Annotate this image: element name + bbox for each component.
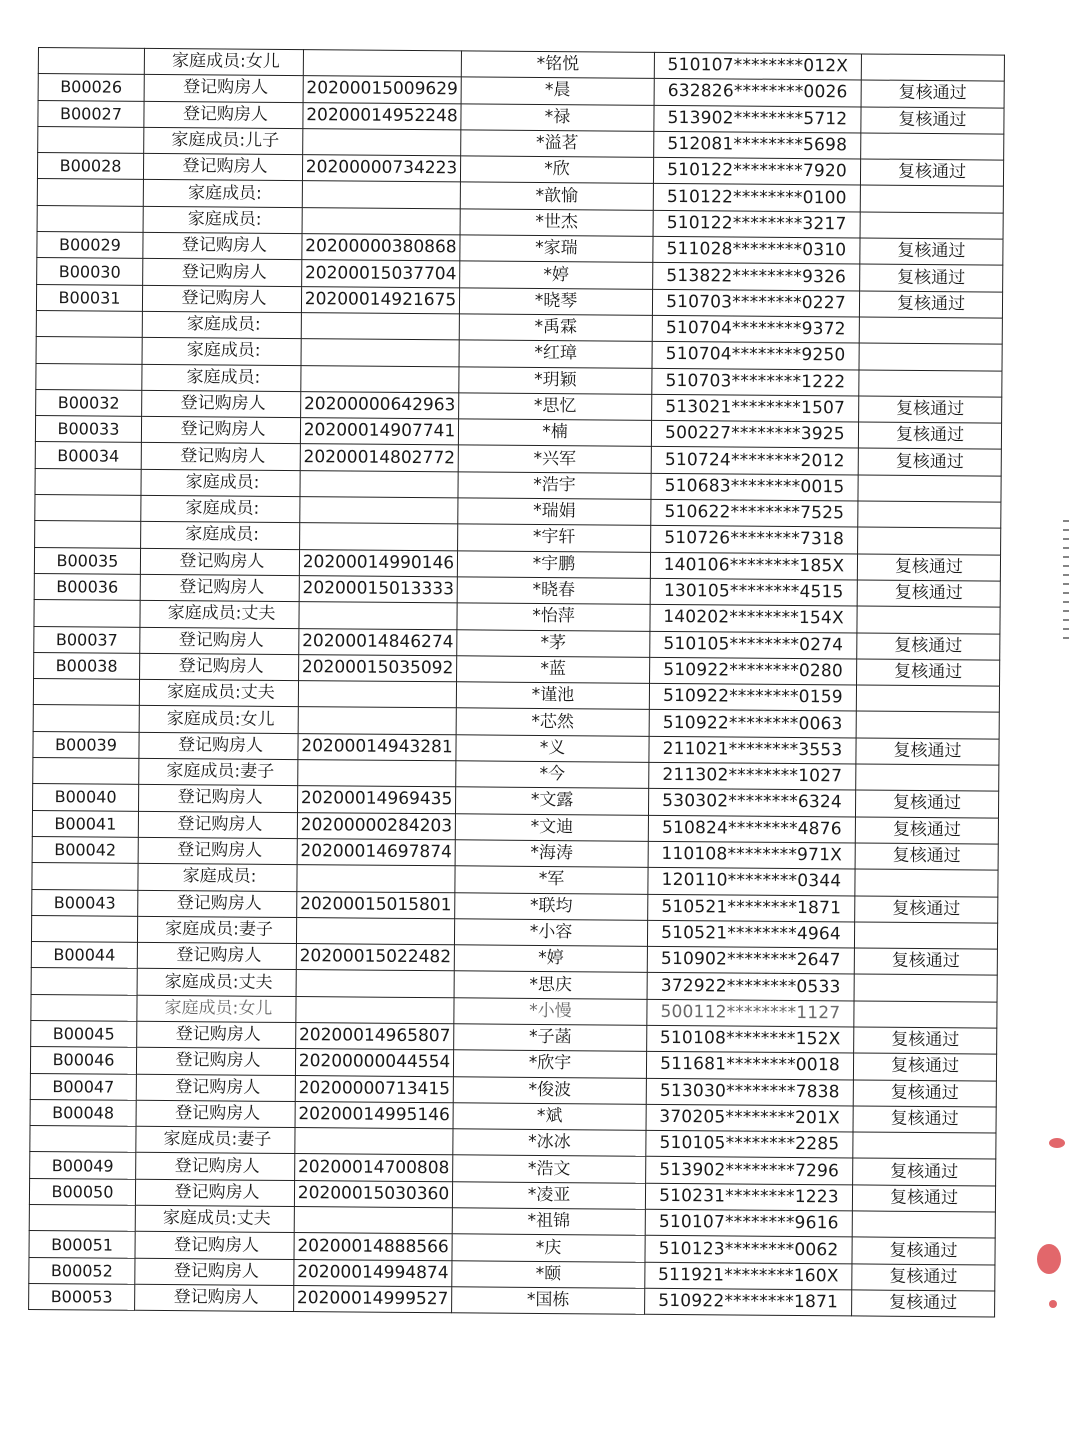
name-cell: *谨池 bbox=[456, 682, 649, 710]
record-id-cell bbox=[35, 468, 141, 495]
id-number-cell: 510922********0159 bbox=[649, 683, 856, 711]
review-status-cell: 复核通过 bbox=[854, 1027, 997, 1054]
role-cell: 登记购房人 bbox=[135, 1284, 294, 1312]
role-cell: 家庭成员: bbox=[138, 864, 297, 892]
registration-table bbox=[28, 47, 1005, 1318]
name-cell: *瑞娟 bbox=[458, 498, 651, 526]
registration-number-cell: 20200014846274 bbox=[299, 628, 457, 656]
registration-number-cell: 20200015009629 bbox=[303, 76, 461, 104]
name-cell: *斌 bbox=[453, 1103, 646, 1131]
id-number-cell: 110108********971X bbox=[648, 841, 855, 869]
registration-number-cell bbox=[298, 681, 456, 709]
role-cell: 登记购房人 bbox=[141, 416, 300, 444]
id-number-cell: 632826********0026 bbox=[654, 79, 861, 107]
name-cell: *宇轩 bbox=[458, 524, 651, 552]
name-cell: *俊波 bbox=[453, 1076, 646, 1104]
id-number-cell: 510122********3217 bbox=[653, 210, 860, 238]
role-cell: 家庭成员: bbox=[143, 206, 302, 234]
record-id-cell: B00048 bbox=[30, 1099, 136, 1126]
id-number-cell: 130105********4515 bbox=[650, 578, 857, 606]
name-cell: *小慢 bbox=[454, 997, 647, 1025]
review-status-cell bbox=[853, 1132, 996, 1159]
review-status-cell: 复核通过 bbox=[855, 895, 998, 922]
record-id-cell bbox=[38, 126, 144, 153]
review-status-cell: 复核通过 bbox=[857, 632, 1000, 659]
role-cell: 家庭成员:女儿 bbox=[137, 995, 296, 1023]
role-cell: 家庭成员:丈夫 bbox=[140, 601, 299, 629]
name-cell: *晓琴 bbox=[459, 287, 652, 315]
record-id-cell: B00027 bbox=[38, 100, 144, 127]
record-id-cell: B00043 bbox=[32, 889, 138, 916]
id-number-cell: 510824********4876 bbox=[648, 815, 855, 843]
name-cell: *家瑞 bbox=[460, 235, 653, 263]
registration-number-cell: 20200014888566 bbox=[294, 1233, 452, 1261]
registration-number-cell bbox=[298, 707, 456, 735]
registration-number-cell: 20200015037704 bbox=[302, 260, 460, 288]
registration-number-cell: 20200014990146 bbox=[299, 549, 457, 577]
id-number-cell: 372922********0533 bbox=[647, 973, 854, 1001]
id-number-cell: 510123********0062 bbox=[645, 1236, 852, 1264]
registration-number-cell bbox=[303, 50, 461, 78]
id-number-cell: 510521********4964 bbox=[647, 920, 854, 948]
name-cell: *联均 bbox=[455, 892, 648, 920]
record-id-cell: B00032 bbox=[36, 389, 142, 416]
record-id-cell: B00034 bbox=[35, 442, 141, 469]
review-status-cell: 复核通过 bbox=[852, 1237, 995, 1264]
record-id-cell: B00044 bbox=[31, 942, 137, 969]
review-status-cell: 复核通过 bbox=[855, 843, 998, 870]
record-id-cell: B00051 bbox=[29, 1231, 135, 1258]
review-status-cell: 复核通过 bbox=[860, 159, 1003, 186]
review-status-cell bbox=[854, 974, 997, 1001]
review-status-cell: 复核通过 bbox=[857, 580, 1000, 607]
review-status-cell: 复核通过 bbox=[855, 817, 998, 844]
red-stamp-mark bbox=[1049, 1300, 1057, 1308]
role-cell: 登记购房人 bbox=[137, 942, 296, 970]
id-number-cell: 500112********1127 bbox=[647, 999, 854, 1027]
record-id-cell: B00029 bbox=[37, 232, 143, 259]
id-number-cell: 513902********5712 bbox=[654, 105, 861, 133]
review-status-cell bbox=[859, 370, 1002, 397]
role-cell: 登记购房人 bbox=[136, 1100, 295, 1128]
name-cell: *国栋 bbox=[452, 1287, 645, 1315]
name-cell: *今 bbox=[456, 761, 649, 789]
review-status-cell: 复核通过 bbox=[853, 1080, 996, 1107]
id-number-cell: 510107********9616 bbox=[645, 1209, 852, 1237]
registration-number-cell bbox=[300, 523, 458, 551]
review-status-cell: 复核通过 bbox=[852, 1185, 995, 1212]
id-number-cell: 510622********7525 bbox=[651, 499, 858, 527]
registration-number-cell: 20200014952248 bbox=[303, 102, 461, 130]
record-id-cell bbox=[32, 863, 138, 890]
name-cell: *浩宇 bbox=[458, 472, 651, 500]
review-status-cell: 复核通过 bbox=[853, 1053, 996, 1080]
registration-number-cell bbox=[303, 128, 461, 156]
role-cell: 登记购房人 bbox=[136, 1153, 295, 1181]
name-cell: *晨 bbox=[461, 77, 654, 105]
role-cell: 家庭成员: bbox=[143, 180, 302, 208]
registration-number-cell: 20200015013333 bbox=[299, 576, 457, 604]
review-status-cell: 复核通过 bbox=[857, 554, 1000, 581]
id-number-cell: 211021********3553 bbox=[649, 736, 856, 764]
role-cell: 家庭成员:女儿 bbox=[144, 48, 303, 76]
review-status-cell bbox=[854, 1001, 997, 1028]
record-id-cell: B00026 bbox=[38, 74, 144, 101]
review-status-cell bbox=[852, 1211, 995, 1238]
role-cell: 家庭成员: bbox=[142, 364, 301, 392]
id-number-cell: 510704********9250 bbox=[652, 342, 859, 370]
id-number-cell: 511921********160X bbox=[645, 1262, 852, 1290]
name-cell: *怡萍 bbox=[457, 603, 650, 631]
record-id-cell: B00037 bbox=[34, 626, 140, 653]
id-number-cell: 510107********012X bbox=[654, 52, 861, 80]
name-cell: *世杰 bbox=[460, 209, 653, 237]
id-number-cell: 513030********7838 bbox=[646, 1078, 853, 1106]
name-cell: *溢茗 bbox=[461, 130, 654, 158]
role-cell: 登记购房人 bbox=[135, 1179, 294, 1207]
review-status-cell: 复核通过 bbox=[856, 738, 999, 765]
name-cell: *庆 bbox=[452, 1234, 645, 1262]
review-status-cell: 复核通过 bbox=[859, 291, 1002, 318]
registration-number-cell: 20200000713415 bbox=[295, 1075, 453, 1103]
name-cell: *欣 bbox=[460, 156, 653, 184]
id-number-cell: 510122********0100 bbox=[653, 184, 860, 212]
id-number-cell: 510108********152X bbox=[647, 1025, 854, 1053]
role-cell: 登记购房人 bbox=[135, 1232, 294, 1260]
role-cell: 登记购房人 bbox=[140, 627, 299, 655]
role-cell: 登记购房人 bbox=[139, 732, 298, 760]
id-number-cell: 510922********1871 bbox=[645, 1288, 852, 1316]
id-number-cell: 140106********185X bbox=[650, 552, 857, 580]
name-cell: *思庆 bbox=[454, 971, 647, 999]
record-id-cell bbox=[29, 1205, 135, 1232]
role-cell: 家庭成员:妻子 bbox=[139, 758, 298, 786]
registration-number-cell bbox=[301, 313, 459, 341]
id-number-cell: 510703********0227 bbox=[652, 289, 859, 317]
role-cell: 登记购房人 bbox=[144, 101, 303, 129]
record-id-cell: B00047 bbox=[30, 1073, 136, 1100]
id-number-cell: 511028********0310 bbox=[653, 236, 860, 264]
review-status-cell bbox=[854, 922, 997, 949]
record-id-cell bbox=[31, 915, 137, 942]
registration-number-cell bbox=[296, 996, 454, 1024]
record-id-cell: B00039 bbox=[33, 731, 139, 758]
role-cell: 登记购房人 bbox=[136, 1074, 295, 1102]
registration-number-cell: 20200000380868 bbox=[302, 234, 460, 262]
id-number-cell: 510231********1223 bbox=[645, 1183, 852, 1211]
id-number-cell: 510922********0063 bbox=[649, 710, 856, 738]
role-cell: 家庭成员:丈夫 bbox=[137, 969, 296, 997]
registration-number-cell: 20200014969435 bbox=[297, 786, 455, 814]
id-number-cell: 511681********0018 bbox=[646, 1052, 853, 1080]
role-cell: 登记购房人 bbox=[140, 574, 299, 602]
registration-number-cell: 20200014965807 bbox=[296, 1023, 454, 1051]
record-id-cell: B00053 bbox=[29, 1283, 135, 1310]
record-id-cell bbox=[37, 205, 143, 232]
record-id-cell bbox=[38, 48, 144, 75]
role-cell: 家庭成员:女儿 bbox=[139, 706, 298, 734]
name-cell: *文迪 bbox=[455, 813, 648, 841]
review-status-cell: 复核通过 bbox=[858, 422, 1001, 449]
record-id-cell: B00050 bbox=[29, 1178, 135, 1205]
registration-number-cell: 20200014802772 bbox=[300, 444, 458, 472]
review-status-cell bbox=[861, 54, 1004, 81]
registration-number-cell bbox=[296, 970, 454, 998]
record-id-cell bbox=[33, 679, 139, 706]
name-cell: *禹霖 bbox=[459, 314, 652, 342]
id-number-cell: 211302********1027 bbox=[649, 762, 856, 790]
review-status-cell bbox=[860, 212, 1003, 239]
record-id-cell bbox=[31, 968, 137, 995]
record-id-cell bbox=[30, 1126, 136, 1153]
name-cell: *文露 bbox=[455, 787, 648, 815]
review-status-cell bbox=[861, 133, 1004, 160]
review-status-cell: 复核通过 bbox=[853, 1158, 996, 1185]
record-id-cell bbox=[35, 495, 141, 522]
name-cell: *兴军 bbox=[458, 445, 651, 473]
record-id-cell: B00052 bbox=[29, 1257, 135, 1284]
name-cell: *小容 bbox=[454, 919, 647, 947]
name-cell: *铭悦 bbox=[461, 51, 654, 79]
registration-number-cell bbox=[294, 1207, 452, 1235]
review-status-cell: 复核通过 bbox=[861, 80, 1004, 107]
record-id-cell: B00030 bbox=[37, 258, 143, 285]
id-number-cell: 510105********0274 bbox=[650, 631, 857, 659]
id-number-cell: 510704********9372 bbox=[652, 315, 859, 343]
record-id-cell: B00035 bbox=[34, 547, 140, 574]
name-cell: *凌亚 bbox=[452, 1182, 645, 1210]
role-cell: 家庭成员:丈夫 bbox=[135, 1205, 294, 1233]
registration-number-cell: 20200000044554 bbox=[295, 1049, 453, 1077]
registration-number-cell: 20200015030360 bbox=[294, 1180, 452, 1208]
role-cell: 登记购房人 bbox=[143, 232, 302, 260]
name-cell: *红璋 bbox=[459, 340, 652, 368]
name-cell: *海涛 bbox=[455, 840, 648, 868]
registration-number-cell bbox=[302, 181, 460, 209]
name-cell: *宇鹏 bbox=[457, 550, 650, 578]
review-status-cell: 复核通过 bbox=[859, 396, 1002, 423]
record-id-cell: B00040 bbox=[33, 784, 139, 811]
name-cell: *冰冰 bbox=[453, 1129, 646, 1157]
review-status-cell bbox=[856, 764, 999, 791]
name-cell: *欣宇 bbox=[453, 1050, 646, 1078]
id-number-cell: 510105********2285 bbox=[646, 1130, 853, 1158]
role-cell: 登记购房人 bbox=[136, 1048, 295, 1076]
review-status-cell bbox=[855, 869, 998, 896]
role-cell: 家庭成员:妻子 bbox=[137, 916, 296, 944]
id-number-cell: 120110********0344 bbox=[648, 868, 855, 896]
registration-number-cell: 20200015035092 bbox=[299, 654, 457, 682]
role-cell: 登记购房人 bbox=[135, 1258, 294, 1286]
review-status-cell bbox=[858, 501, 1001, 528]
registration-number-cell: 20200000284203 bbox=[297, 812, 455, 840]
review-status-cell: 复核通过 bbox=[854, 948, 997, 975]
name-cell: *楠 bbox=[458, 419, 651, 447]
table-body bbox=[29, 48, 1005, 1318]
record-id-cell bbox=[37, 179, 143, 206]
id-number-cell: 510724********2012 bbox=[651, 447, 858, 475]
name-cell: *蓝 bbox=[457, 656, 650, 684]
record-id-cell: B00031 bbox=[36, 284, 142, 311]
record-id-cell: B00036 bbox=[34, 573, 140, 600]
id-number-cell: 530302********6324 bbox=[648, 789, 855, 817]
name-cell: *婷 bbox=[460, 261, 653, 289]
record-id-cell: B00042 bbox=[32, 836, 138, 863]
registration-number-cell bbox=[301, 339, 459, 367]
registration-number-cell bbox=[299, 602, 457, 630]
id-number-cell: 510683********0015 bbox=[651, 473, 858, 501]
review-status-cell bbox=[858, 527, 1001, 554]
review-status-cell: 复核通过 bbox=[860, 238, 1003, 265]
id-number-cell: 510922********0280 bbox=[650, 657, 857, 685]
review-status-cell bbox=[859, 317, 1002, 344]
registration-number-cell: 20200014994874 bbox=[294, 1259, 452, 1287]
role-cell: 登记购房人 bbox=[142, 285, 301, 313]
registration-number-cell bbox=[295, 1128, 453, 1156]
role-cell: 家庭成员:妻子 bbox=[136, 1126, 295, 1154]
role-cell: 登记购房人 bbox=[140, 653, 299, 681]
review-status-cell: 复核通过 bbox=[852, 1264, 995, 1291]
name-cell: *茅 bbox=[457, 629, 650, 657]
role-cell: 登记购房人 bbox=[143, 154, 302, 182]
name-cell: *子菡 bbox=[454, 1024, 647, 1052]
id-number-cell: 510726********7318 bbox=[651, 526, 858, 554]
record-id-cell bbox=[36, 310, 142, 337]
role-cell: 家庭成员: bbox=[141, 469, 300, 497]
id-number-cell: 513822********9326 bbox=[653, 263, 860, 291]
record-id-cell bbox=[31, 994, 137, 1021]
registration-number-cell: 20200014995146 bbox=[295, 1101, 453, 1129]
role-cell: 登记购房人 bbox=[142, 390, 301, 418]
registration-number-cell: 20200000642963 bbox=[301, 391, 459, 419]
review-status-cell: 复核通过 bbox=[853, 1106, 996, 1133]
review-status-cell bbox=[860, 185, 1003, 212]
registration-number-cell: 20200014999527 bbox=[294, 1286, 452, 1314]
name-cell: *义 bbox=[456, 735, 649, 763]
review-status-cell: 复核通过 bbox=[857, 659, 1000, 686]
review-status-cell: 复核通过 bbox=[855, 790, 998, 817]
registration-number-cell: 20200014921675 bbox=[301, 286, 459, 314]
red-stamp-mark bbox=[1049, 1138, 1065, 1148]
name-cell: *颐 bbox=[452, 1260, 645, 1288]
role-cell: 家庭成员:丈夫 bbox=[139, 679, 298, 707]
record-id-cell: B00046 bbox=[30, 1047, 136, 1074]
review-status-cell: 复核通过 bbox=[852, 1290, 995, 1317]
role-cell: 登记购房人 bbox=[137, 1021, 296, 1049]
review-status-cell bbox=[856, 685, 999, 712]
name-cell: *芯然 bbox=[456, 708, 649, 736]
review-status-cell bbox=[858, 475, 1001, 502]
review-status-cell bbox=[856, 711, 999, 738]
registration-number-cell: 20200014697874 bbox=[297, 838, 455, 866]
role-cell: 家庭成员: bbox=[141, 522, 300, 550]
record-id-cell bbox=[33, 757, 139, 784]
name-cell: *玥颖 bbox=[459, 366, 652, 394]
review-status-cell: 复核通过 bbox=[861, 107, 1004, 134]
review-status-cell bbox=[859, 343, 1002, 370]
record-id-cell bbox=[36, 337, 142, 364]
record-id-cell: B00041 bbox=[32, 810, 138, 837]
registration-number-cell bbox=[302, 207, 460, 235]
role-cell: 登记购房人 bbox=[138, 837, 297, 865]
record-id-cell bbox=[35, 521, 141, 548]
record-id-cell: B00049 bbox=[30, 1152, 136, 1179]
id-number-cell: 510521********1871 bbox=[648, 894, 855, 922]
name-cell: *歆愉 bbox=[460, 182, 653, 210]
role-cell: 登记购房人 bbox=[140, 548, 299, 576]
role-cell: 家庭成员: bbox=[142, 311, 301, 339]
name-cell: *婷 bbox=[454, 945, 647, 973]
id-number-cell: 510703********1222 bbox=[652, 368, 859, 396]
scan-edge-marks bbox=[1063, 520, 1069, 640]
id-number-cell: 140202********154X bbox=[650, 605, 857, 633]
id-number-cell: 513021********1507 bbox=[652, 394, 859, 422]
id-number-cell: 512081********5698 bbox=[654, 131, 861, 159]
role-cell: 家庭成员: bbox=[141, 495, 300, 523]
record-id-cell bbox=[36, 363, 142, 390]
id-number-cell: 370205********201X bbox=[646, 1104, 853, 1132]
role-cell: 登记购房人 bbox=[144, 75, 303, 103]
id-number-cell: 510122********7920 bbox=[653, 158, 860, 186]
record-id-cell: B00038 bbox=[34, 652, 140, 679]
id-number-cell: 500227********3925 bbox=[651, 420, 858, 448]
role-cell: 登记购房人 bbox=[139, 785, 298, 813]
registration-number-cell: 20200015022482 bbox=[296, 944, 454, 972]
role-cell: 登记购房人 bbox=[141, 443, 300, 471]
red-stamp-mark bbox=[1037, 1244, 1061, 1274]
registration-number-cell bbox=[300, 497, 458, 525]
name-cell: *禄 bbox=[461, 103, 654, 131]
registration-number-cell: 20200014907741 bbox=[300, 418, 458, 446]
registration-number-cell bbox=[297, 865, 455, 893]
registration-number-cell bbox=[300, 470, 458, 498]
record-id-cell bbox=[34, 600, 140, 627]
role-cell: 家庭成员:儿子 bbox=[144, 127, 303, 155]
role-cell: 登记购房人 bbox=[138, 890, 297, 918]
name-cell: *军 bbox=[455, 866, 648, 894]
id-number-cell: 510902********2647 bbox=[647, 946, 854, 974]
role-cell: 家庭成员: bbox=[142, 338, 301, 366]
id-number-cell: 513902********7296 bbox=[646, 1157, 853, 1185]
review-status-cell: 复核通过 bbox=[860, 264, 1003, 291]
review-status-cell: 复核通过 bbox=[858, 448, 1001, 475]
record-id-cell: B00028 bbox=[37, 153, 143, 180]
name-cell: *祖锦 bbox=[452, 1208, 645, 1236]
review-status-cell bbox=[857, 606, 1000, 633]
name-cell: *晓春 bbox=[457, 577, 650, 605]
role-cell: 登记购房人 bbox=[138, 811, 297, 839]
record-id-cell: B00033 bbox=[35, 416, 141, 443]
name-cell: *思忆 bbox=[459, 393, 652, 421]
registration-number-cell bbox=[301, 365, 459, 393]
role-cell: 登记购房人 bbox=[143, 259, 302, 287]
registration-number-cell bbox=[298, 760, 456, 788]
registration-number-cell: 20200015015801 bbox=[297, 891, 455, 919]
name-cell: *浩文 bbox=[453, 1155, 646, 1183]
registration-number-cell: 20200014943281 bbox=[298, 733, 456, 761]
registration-number-cell bbox=[296, 917, 454, 945]
document-sheet bbox=[28, 47, 1004, 1318]
record-id-cell: B00045 bbox=[31, 1020, 137, 1047]
registration-number-cell: 20200000734223 bbox=[302, 155, 460, 183]
record-id-cell bbox=[33, 705, 139, 732]
registration-number-cell: 20200014700808 bbox=[295, 1154, 453, 1182]
